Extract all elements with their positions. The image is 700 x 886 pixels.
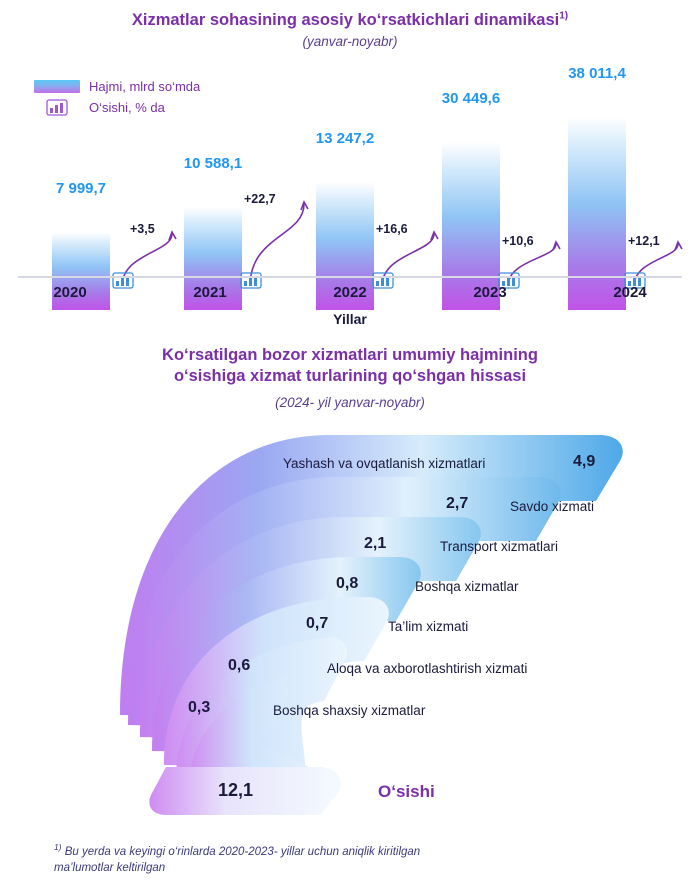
funnel-label-4: Boshqa xizmatlar — [415, 579, 519, 594]
funnel-subtitle: (2024- yil yanvar-noyabr) — [275, 395, 425, 410]
growth-2021 — [232, 190, 318, 264]
funnel-value-2: 2,7 — [446, 495, 469, 512]
page-subtitle: (yanvar-noyabr) — [302, 33, 398, 49]
footnote-line1: Bu yerda va keyingi o‘rinlarda 2020-2023- yillar uchun aniqlik kiritilgan — [64, 845, 421, 858]
page-title-footnote-marker: 1) — [559, 10, 569, 22]
funnel-value-4: 0,8 — [336, 575, 359, 592]
funnel-value-7: 0,3 — [188, 699, 211, 716]
funnel-title-line1: Ko‘rsatilgan bozor xizmatlari umumiy hajmining — [162, 346, 538, 364]
funnel-label-6: Aloqa va axborotlashtirish xizmati — [327, 661, 528, 676]
growth-2020 — [112, 220, 198, 294]
bar-value-2021: 10 588,1 — [183, 155, 243, 172]
funnel-total-value: 12,1 — [218, 780, 254, 800]
funnel-title-line2: o‘sishiga xizmat turlarining qo‘shgan hissasi — [173, 367, 527, 386]
x-axis-title: Yillar — [333, 311, 367, 327]
x-tick-2021: 2021 — [193, 284, 227, 301]
bar-value-2022: 13 247,2 — [315, 130, 375, 147]
funnel-total-label: O‘sishi — [378, 782, 435, 801]
funnel-value-1: 4,9 — [573, 453, 596, 470]
funnel-label-2: Savdo xizmati — [510, 499, 595, 514]
page-title-text: Xizmatlar sohasining asosiy ko‘rsatkichlari dinamikasi — [131, 11, 560, 29]
growth-value-2023: +10,6 — [502, 234, 534, 248]
x-tick-2022: 2022 — [333, 284, 367, 301]
bar-value-2020: 7 999,7 — [55, 180, 107, 197]
funnel-label-5: Ta’lim xizmati — [388, 619, 469, 634]
x-tick-2023: 2023 — [473, 284, 507, 301]
page-title — [0, 0, 700, 31]
bar-value-2024: 38 011,4 — [568, 65, 626, 82]
growth-value-2024: +12,1 — [628, 234, 660, 248]
growth-value-2021: +22,7 — [244, 192, 276, 206]
funnel-label-7: Boshqa shaxsiy xizmatlar — [273, 703, 426, 718]
bar-value-2023: 30 449,6 — [441, 90, 501, 107]
funnel-chart — [0, 415, 700, 835]
x-tick-2024: 2024 — [613, 284, 647, 301]
x-axis-tick-labels — [0, 284, 700, 301]
bar-chart — [0, 60, 700, 310]
funnel-value-3: 2,1 — [364, 535, 387, 552]
funnel-label-1: Yashash va ovqatlanish xizmatlari — [283, 456, 486, 471]
funnel-title — [0, 345, 700, 388]
footnote — [54, 842, 654, 876]
footnote-line2: ma’lumotlar keltirilgan — [54, 861, 166, 874]
legend-label-growth: O‘sishi, % da — [89, 100, 165, 115]
growth-2022 — [368, 220, 454, 294]
funnel-value-6: 0,6 — [228, 657, 251, 674]
x-axis-line — [18, 276, 682, 278]
growth-value-2020: +3,5 — [130, 222, 155, 236]
funnel-value-5: 0,7 — [306, 615, 329, 632]
growth-value-2022: +16,6 — [376, 222, 408, 236]
legend-label-volume: Hajmi, mlrd so‘mda — [89, 79, 201, 94]
funnel-label-3: Transport xizmatlari — [440, 539, 559, 554]
footnote-marker: 1) — [54, 842, 62, 852]
x-tick-2020: 2020 — [53, 284, 87, 301]
